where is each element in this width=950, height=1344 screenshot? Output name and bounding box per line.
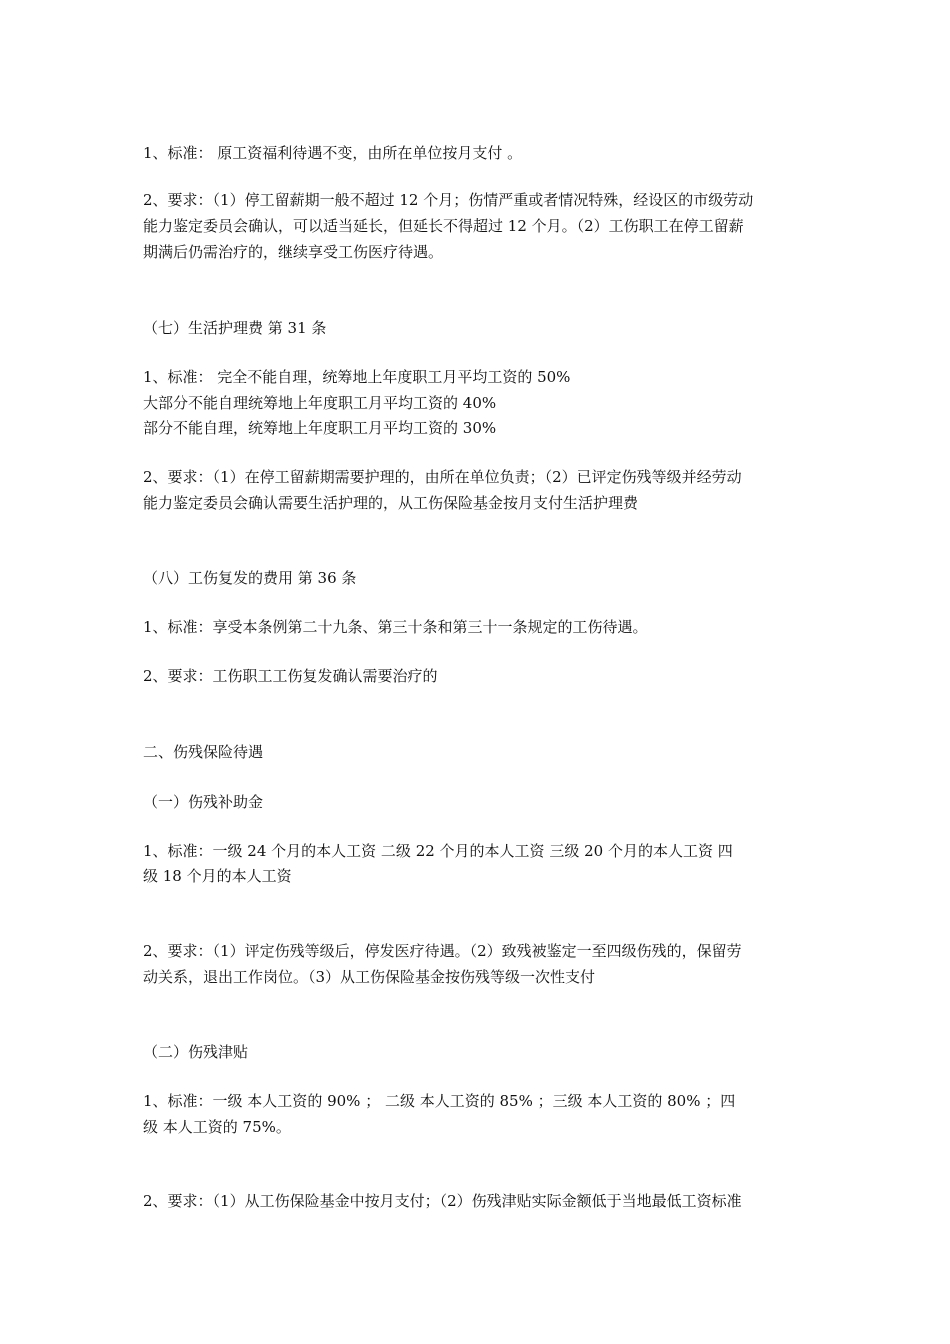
section-heading: （八）工伤复发的费用 第 36 条 bbox=[143, 569, 357, 587]
text-line: 1、标准：一级 24 个月的本人工资 二级 22 个月的本人工资 三级 20 个月的本人工资 四 bbox=[143, 842, 733, 860]
text-line: 级 18 个月的本人工资 bbox=[143, 867, 292, 885]
text-line: 能力鉴定委员会确认需要生活护理的，从工伤保险基金按月支付生活护理费 bbox=[143, 494, 639, 512]
text-line: 1、标准：一级 本人工资的 90% ； 二级 本人工资的 85% ；三级 本人工资的 80% ；四 bbox=[143, 1092, 736, 1110]
text-line: 2、要求：（1）停工留薪期一般不超过 12 个月；伤情严重或者情况特殊，经设区的市级劳动 bbox=[143, 191, 754, 209]
text-line: 1、标准： 原工资福利待遇不变，由所在单位按月支付 。 bbox=[143, 144, 523, 162]
section-heading: （七）生活护理费 第 31 条 bbox=[143, 319, 327, 337]
text-line: 大部分不能自理统筹地上年度职工月平均工资的 40% bbox=[143, 394, 497, 412]
chapter-heading: 二、伤残保险待遇 bbox=[143, 743, 264, 761]
text-line: 期满后仍需治疗的，继续享受工伤医疗待遇。 bbox=[143, 243, 444, 261]
text-line: 动关系，退出工作岗位。（3）从工伤保险基金按伤残等级一次性支付 bbox=[143, 968, 596, 986]
text-line: 2、要求：（1）在停工留薪期需要护理的，由所在单位负责；（2）已评定伤残等级并经劳动 bbox=[143, 468, 742, 486]
text-line: 能力鉴定委员会确认，可以适当延长，但延长不得超过 12 个月。（2）工伤职工在停工留薪 bbox=[143, 217, 744, 235]
text-line: 级 本人工资的 75%。 bbox=[143, 1118, 291, 1136]
text-line: 2、要求：（1）评定伤残等级后，停发医疗待遇。（2）致残被鉴定一至四级伤残的，保留劳 bbox=[143, 942, 742, 960]
section-heading: （一）伤残补助金 bbox=[143, 793, 264, 811]
text-line: 2、要求：（1）从工伤保险基金中按月支付；（2）伤残津贴实际金额低于当地最低工资标准 bbox=[143, 1192, 742, 1210]
text-line: 2、要求：工伤职工工伤复发确认需要治疗的 bbox=[143, 667, 438, 685]
text-line: 1、标准： 完全不能自理，统筹地上年度职工月平均工资的 50% bbox=[143, 368, 571, 386]
section-heading: （二）伤残津贴 bbox=[143, 1043, 249, 1061]
text-line: 部分不能自理，统筹地上年度职工月平均工资的 30% bbox=[143, 419, 497, 437]
text-line: 1、标准：享受本条例第二十九条、第三十条和第三十一条规定的工伤待遇。 bbox=[143, 618, 648, 636]
